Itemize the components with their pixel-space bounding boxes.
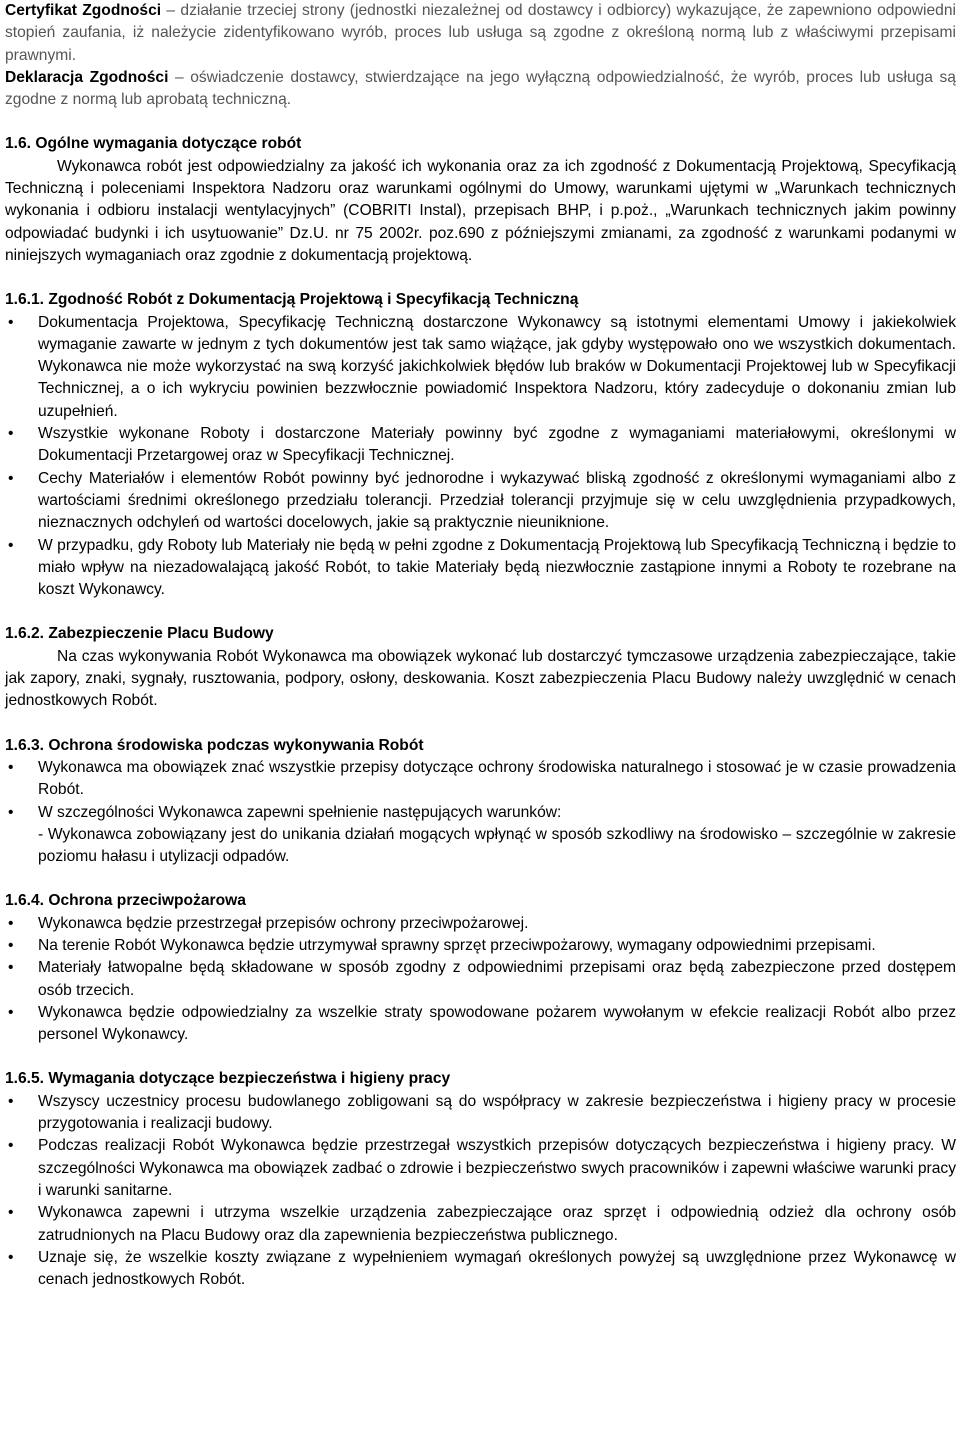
bullet-icon: • — [8, 1248, 14, 1266]
bullet-icon: • — [8, 1204, 14, 1222]
list-item: • Na terenie Robót Wykonawca będzie utrzymywał sprawny sprzęt przeciwpożarowy, wymagany odpowiednimi przepisami. — [5, 935, 956, 957]
bullet-icon: • — [8, 469, 14, 487]
bullet-list-1-6-3 — [5, 757, 956, 824]
bullet-icon: • — [8, 803, 14, 821]
list-item: • Materiały łatwopalne będą składowane w sposób zgodny z odpowiednimi przepisami oraz będą zabezpieczone przed dostępem osób trzecich. — [8, 959, 956, 999]
list-item: • Cechy Materiałów i elementów Robót powinny być jednorodne i wykazywać bliską zgodność z określonymi wymaganiami albo z wartościami średnimi określonego przedziału tolerancji. Przedział tolerancji przyjmuje się w celu uwzględnienia przypadkowych, nieznacznych odchyleń od wartości docelowych, jakie są praktycznie nieuniknione. — [8, 469, 956, 532]
definition-certyfikat — [5, 0, 956, 67]
dash-item: - Wykonawca zobowiązany jest do unikania działań mogących wpłynąć w sposób szkodliwy na środowisko – szczególnie w zakresie poziomu hałasu i utylizacji odpadów. — [38, 825, 956, 866]
bullet-icon: • — [8, 1092, 14, 1110]
bullet-icon: • — [8, 536, 14, 554]
bullet-icon: • — [8, 313, 14, 331]
bullet-icon: • — [8, 914, 14, 932]
section-heading-1-6-3: 1.6.3. Ochrona środowiska podczas wykonywania Robót — [5, 736, 424, 754]
list-item: • Dokumentacja Projektowa, Specyfikację Techniczną dostarczone Wykonawcy są istotnymi elementami Umowy i jakiekolwiek wymaganie zawarte w jednym z tych dokumentów jest tak samo wiążące, jak gdyby występowało ono we wszystkich dokumentach. Wykonawca nie może wykorzystać na swą korzyść jakichkolwiek błędów lub braków w Dokumentacji Projektowej lub w Specyfikacji Technicznej, a o ich wykryciu powinien bezzwłocznie powiadomić Inspektora Nadzoru, który zadecyduje o dokonaniu zmian lub uzupełnień. — [8, 313, 956, 420]
list-item: • W przypadku, gdy Roboty lub Materiały nie będą w pełni zgodne z Dokumentacją Projektową lub Specyfikacją Techniczną i będzie to miało wpływ na niezadowalającą jakość Robót, to takie Materiały będą niezwłocznie zastąpione innymi a Roboty te rozebrane na koszt Wykonawcy. — [8, 536, 956, 599]
list-item: • Wykonawca będzie przestrzegał przepisów ochrony przeciwpożarowej. — [5, 913, 956, 935]
bullet-icon: • — [8, 1137, 14, 1155]
list-item: • Wykonawca ma obowiązek znać wszystkie przepisy dotyczące ochrony środowiska naturalnego i stosować je w czasie prowadzenia Robót. — [8, 758, 956, 799]
section-heading-1-6-2: 1.6.2. Zabezpieczenie Placu Budowy — [5, 625, 274, 643]
section-body-1-6-2: Na czas wykonywania Robót Wykonawca ma obowiązek wykonać lub dostarczyć tymczasowe urządzenia zabezpieczające, takie jak zapory, znaki, sygnały, rusztowania, podpory, osłony, deskowania. Koszt zabezpieczenia Placu Budowy należy uwzględnić w cenach jednostkowych Robót. — [5, 647, 956, 710]
bullet-icon: • — [8, 959, 14, 977]
section-heading-1-6-4: 1.6.4. Ochrona przeciwpożarowa — [5, 892, 246, 910]
bullet-icon: • — [8, 425, 14, 443]
section-body-1-6: Wykonawca robót jest odpowiedzialny za jakość ich wykonania oraz za ich zgodność z Dokumentacją Projektową, Specyfikacją Techniczną i poleceniami Inspektora Nadzoru oraz warunkami ogólnymi do Umowy, warunkami ujętymi w „Warunkach technicznych wykonania i odbioru instalacji wentylacyjnych” (COBRITI Instal), przepisach BHP, i p.poż., „Warunkach technicznych jakim powinny odpowiadać budynki i ich usytuowanie” Dz.U. nr 75 2002r. poz.690 z późniejszymi zmianami, za zgodność z warunkami podanymi w niniejszych wymaganiach oraz zgodnie z dokumentacją projektową. — [5, 157, 956, 264]
list-item: • Uznaje się, że wszelkie koszty związane z wypełnieniem wymagań określonych powyżej są uwzględnione przez Wykonawcę w cenach jednostkowych Robót. — [8, 1248, 956, 1289]
bullet-icon: • — [8, 758, 14, 776]
list-item: • Wszystkie wykonane Roboty i dostarczone Materiały powinny być zgodne z wymaganiami materiałowymi, określonymi w Dokumentacji Przetargowej oraz w Specyfikacji Technicznej. — [8, 425, 956, 465]
bullet-icon: • — [8, 1003, 14, 1021]
definition-text: – oświadczenie dostawcy, stwierdzające na jego wyłączną odpowiedzialność, że wyrób, proces lub usługa są zgodne z normą lub aprobatą techniczną. — [5, 68, 956, 109]
definition-deklaracja — [5, 67, 956, 112]
list-item: • W szczególności Wykonawca zapewni spełnienie następujących warunków: — [5, 802, 956, 824]
list-item: • Podczas realizacji Robót Wykonawca będzie przestrzegał wszystkich przepisów dotyczących bezpieczeństwa i higieny pracy. W szczególności Wykonawca ma obowiązek zadbać o zdrowie i bezpieczeństwo swych pracowników i zapewni właściwe warunki pracy i warunki sanitarne. — [8, 1137, 956, 1199]
section-heading-1-6-1: 1.6.1. Zgodność Robót z Dokumentacją Projektową i Specyfikacją Techniczną — [5, 291, 579, 309]
definition-term: Deklaracja Zgodności — [5, 68, 169, 86]
list-item: • Wykonawca zapewni i utrzyma wszelkie urządzenia zabezpieczające oraz sprzęt i odpowiednią odzież dla ochrony osób zatrudnionych na Placu Budowy oraz dla zapewnienia bezpieczeństwa publicznego. — [8, 1204, 956, 1244]
section-heading-1-6: 1.6. Ogólne wymagania dotyczące robót — [5, 135, 302, 153]
list-item: • Wykonawca będzie odpowiedzialny za wszelkie straty spowodowane pożarem wywołanym w efekcie realizacji Robót albo przez personel Wykonawcy. — [8, 1003, 956, 1044]
definition-text: – działanie trzeciej strony (jednostki niezależnej od dostawcy i odbiorcy) wykazujące, że zapewniono odpowiedni stopień zaufania, iż należycie zidentyfikowano wyrób, proces lub usługa są zgodne z określoną normą lub z właściwymi przepisami prawnymi. — [5, 2, 956, 64]
definition-term: Certyfikat Zgodności — [5, 2, 162, 19]
bullet-list-1-6-5 — [5, 1091, 956, 1292]
bullet-list-1-6-1 — [5, 312, 956, 602]
list-item: • Wszyscy uczestnicy procesu budowlanego zobligowani są do współpracy w zakresie bezpieczeństwa i higieny pracy w procesie przygotowania i realizacji budowy. — [8, 1092, 956, 1133]
section-heading-1-6-5: 1.6.5. Wymagania dotyczące bezpieczeństwa i higieny pracy — [5, 1070, 451, 1088]
bullet-icon: • — [8, 936, 14, 954]
bullet-list-1-6-4 — [5, 913, 956, 1047]
